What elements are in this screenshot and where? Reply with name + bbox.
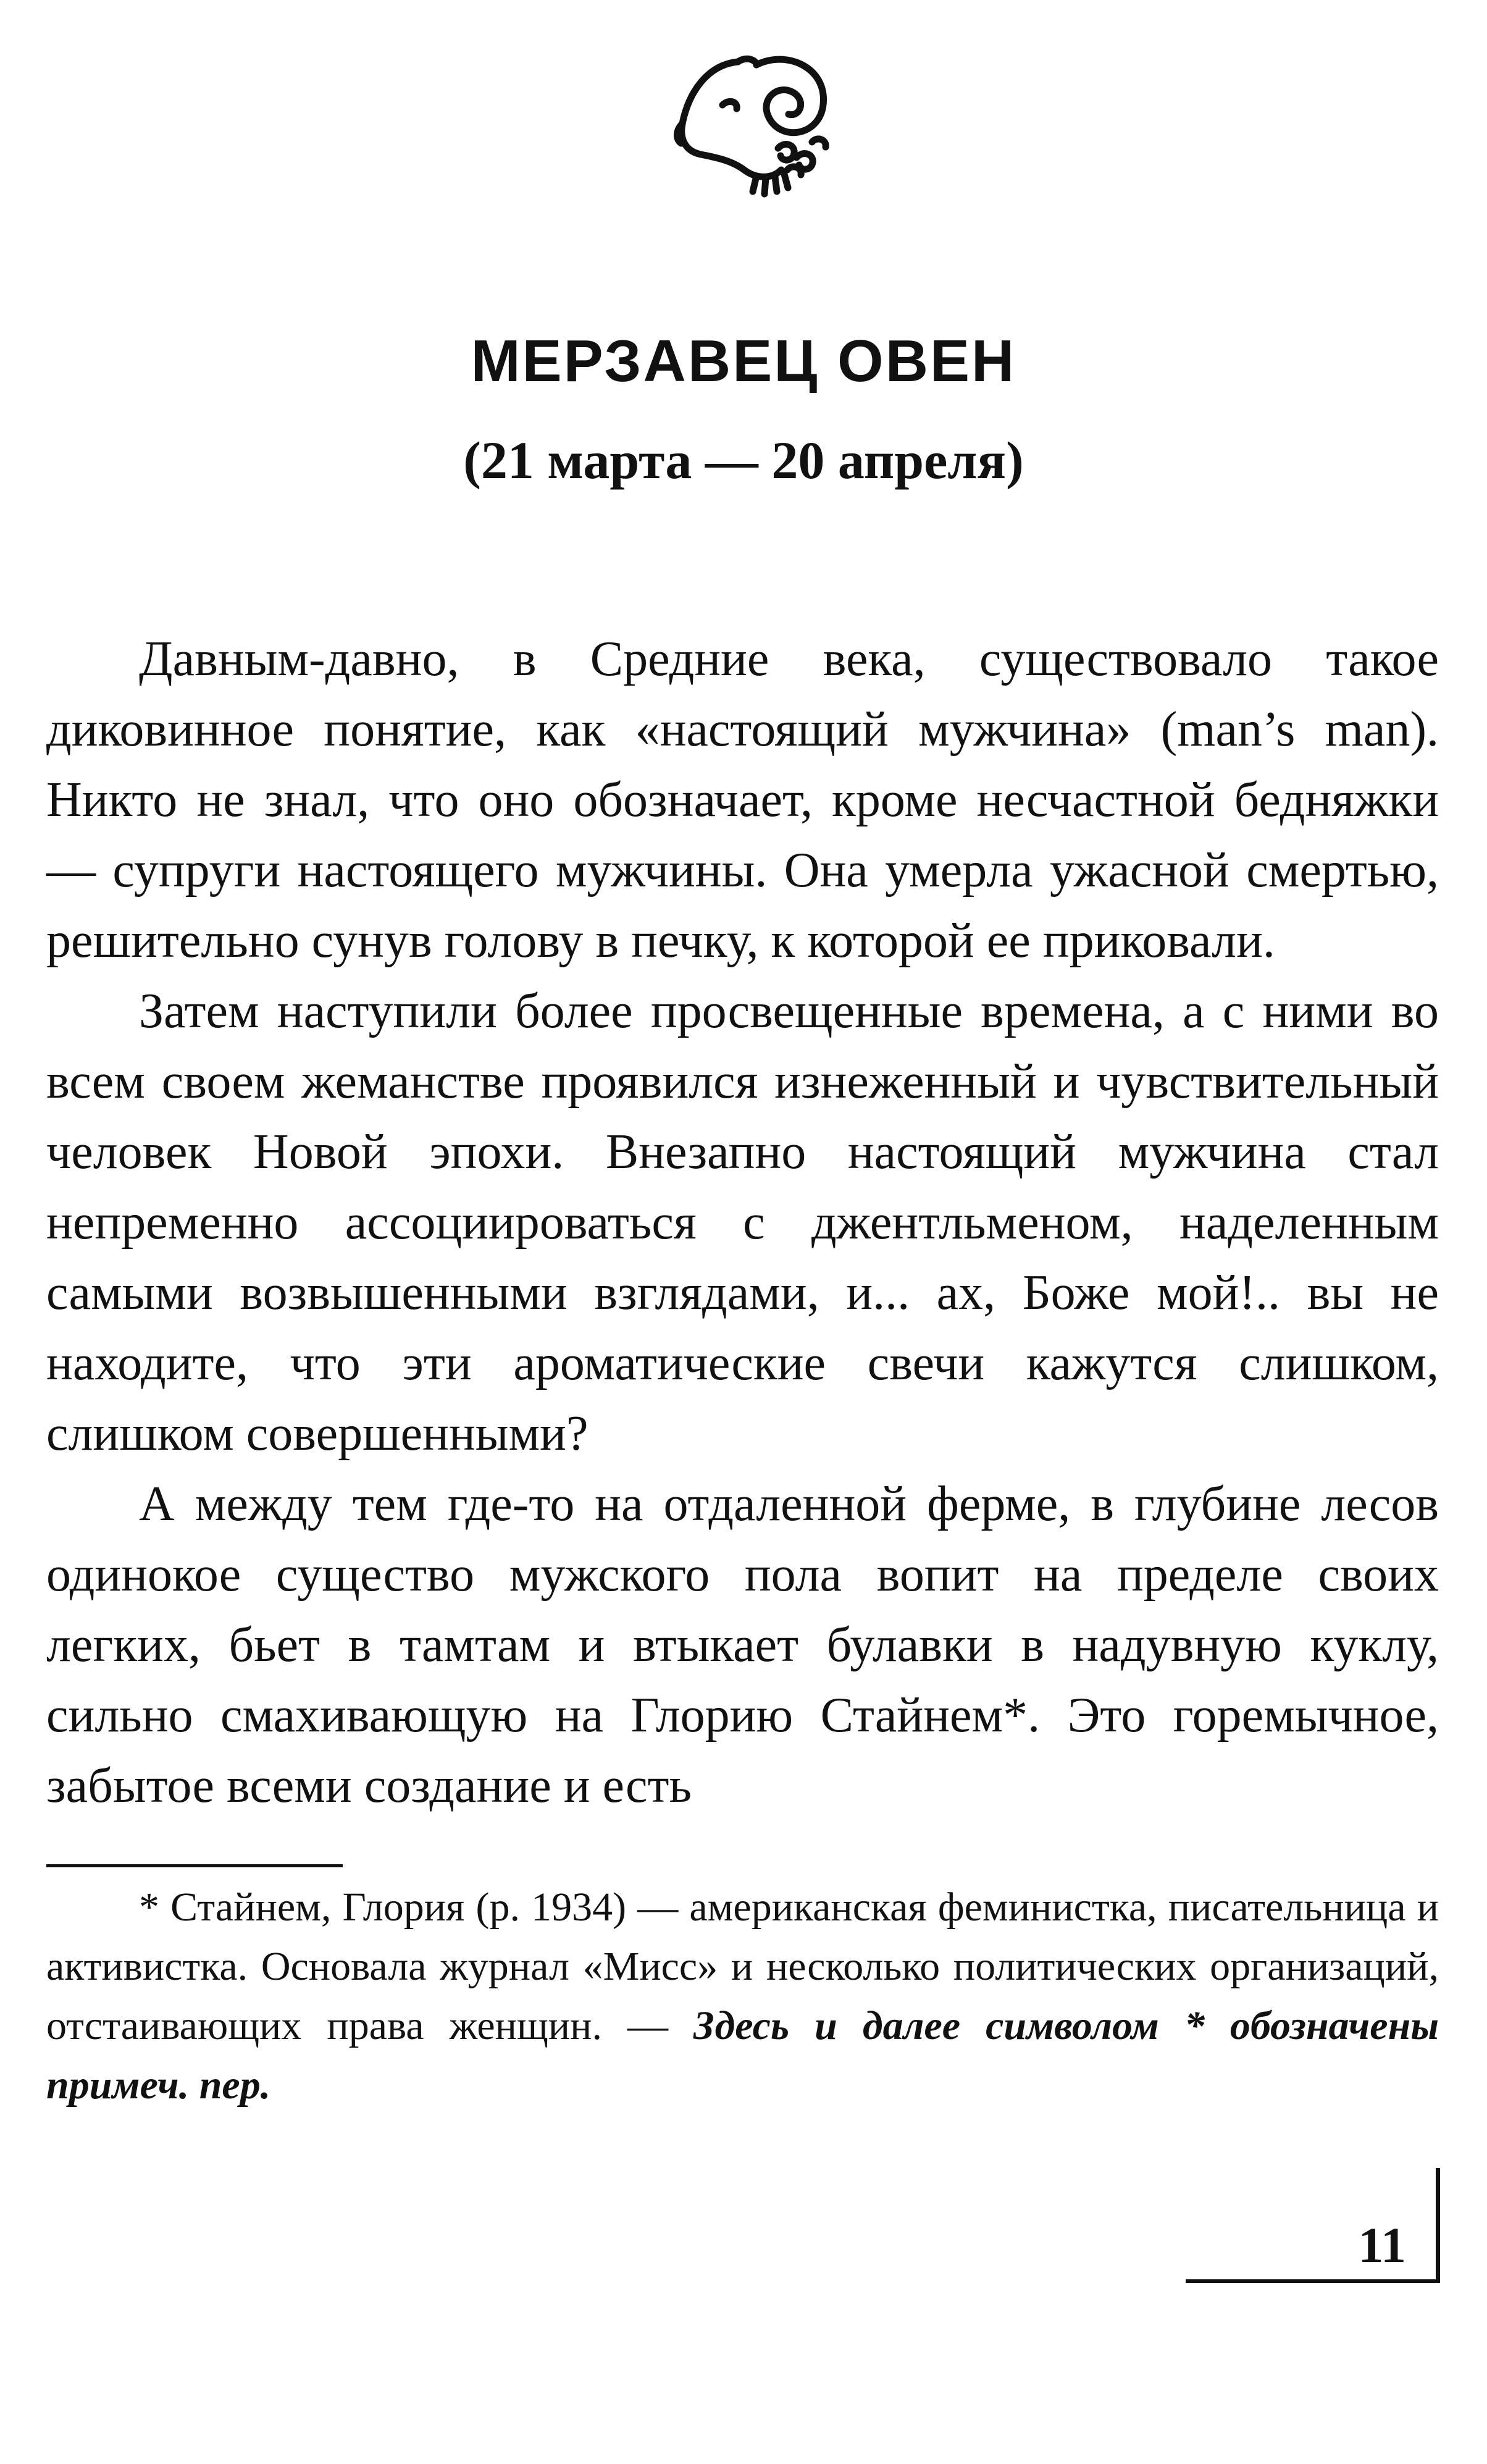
footnote bbox=[46, 1878, 1439, 2115]
folio-vertical-bar bbox=[1436, 2168, 1440, 2283]
footnote-divider bbox=[46, 1864, 343, 1867]
footnote-text: * Стайнем, Глория (р. 1934) — американская феминистка, писательница и активистка. Основала журнал «Мисс» и несколько политических организаций, отстаивающих права женщин. — bbox=[46, 1885, 1439, 2048]
page-folio bbox=[1186, 2211, 1440, 2283]
aries-ram-icon bbox=[664, 37, 843, 204]
footnote-paragraph bbox=[46, 1878, 1439, 2115]
chapter-dates: (21 марта — 20 апреля) bbox=[463, 431, 1024, 490]
paragraph: А между тем где-то на отдаленной ферме, в глубине лесов одинокое существо мужского пола вопит на пределе своих легких, бьет в тамтам и втыкает булавки в надувную куклу, сильно смахивающую на Глорию Стайнем*. Это горемычное, забытое всеми создание и есть bbox=[46, 1477, 1439, 1813]
chapter-title: МЕРЗАВЕЦ ОВЕН bbox=[471, 328, 1016, 394]
paragraph: Давным-давно, в Средние века, существовало такое диковинное понятие, как «настоящий мужчина» (man’s man). Никто не знал, что оно обозначает, кроме несчастной бедняжки — супруги настоящего мужчины. Она умерла ужасной смертью, решительно сунув голову в печку, к которой ее приковали. bbox=[46, 632, 1439, 968]
paragraph: Затем наступили более просвещенные времена, а с ними во всем своем жеманстве проявился изнеженный и чувствительный человек Новой эпохи. Внезапно настоящий мужчина стал непременно ассоциироваться с джентльменом, наделенным самыми возвышенными взглядами, и... ах, Боже мой!.. вы не находите, что эти ароматические свечи кажутся слишком, слишком совершенными? bbox=[46, 984, 1439, 1461]
footnote-translator-note: Здесь и далее символом * обозначены примеч. пер. bbox=[46, 2003, 1439, 2108]
main-text bbox=[46, 624, 1439, 1821]
page-number: 11 bbox=[1358, 2217, 1406, 2273]
